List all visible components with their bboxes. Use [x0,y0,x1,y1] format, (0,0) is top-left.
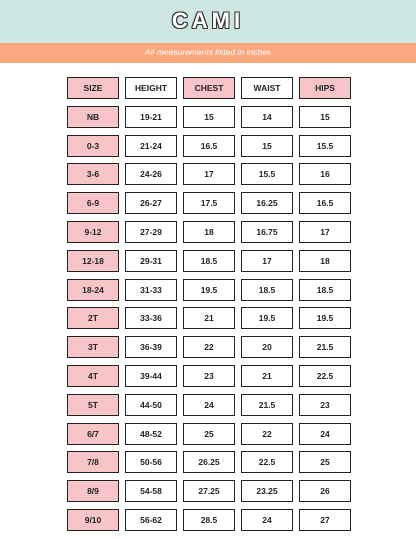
table-cell-height: 54-58 [125,480,177,502]
table-cell-height: 50-56 [125,451,177,473]
table-cell-size: 9-12 [67,221,119,243]
table-cell-chest: 17.5 [183,192,235,214]
table-cell-hips: 27 [299,509,351,531]
table-cell-hips: 18 [299,250,351,272]
page-title: CAMI [171,8,245,33]
table-cell-waist: 22.5 [241,451,293,473]
table-cell-height: 44-50 [125,394,177,416]
table-cell-chest: 18 [183,221,235,243]
table-cell-chest: 26.25 [183,451,235,473]
table-cell-chest: 15 [183,106,235,128]
table-cell-waist: 15 [241,135,293,157]
table-cell-size: 6-9 [67,192,119,214]
table-cell-hips: 16.5 [299,192,351,214]
table-cell-size: 12-18 [67,250,119,272]
table-cell-size: 2T [67,307,119,329]
table-cell-waist: 19.5 [241,307,293,329]
table-cell-size: NB [67,106,119,128]
table-cell-chest: 17 [183,163,235,185]
table-cell-size: 6/7 [67,423,119,445]
table-cell-size: 8/9 [67,480,119,502]
table-cell-height: 26-27 [125,192,177,214]
table-cell-height: 39-44 [125,365,177,387]
table-cell-chest: 23 [183,365,235,387]
table-cell-waist: 23.25 [241,480,293,502]
table-cell-chest: 27.25 [183,480,235,502]
column-header-height: HEIGHT [125,77,177,99]
table-cell-size: 18-24 [67,279,119,301]
table-cell-waist: 18.5 [241,279,293,301]
table-cell-hips: 24 [299,423,351,445]
table-cell-hips: 23 [299,394,351,416]
table-cell-size: 3-6 [67,163,119,185]
table-cell-size: 9/10 [67,509,119,531]
table-cell-height: 31-33 [125,279,177,301]
column-header-waist: WAIST [241,77,293,99]
table-cell-size: 5T [67,394,119,416]
table-cell-height: 36-39 [125,336,177,358]
table-cell-height: 33-36 [125,307,177,329]
table-cell-hips: 22.5 [299,365,351,387]
table-cell-hips: 21.5 [299,336,351,358]
table-cell-waist: 16.25 [241,192,293,214]
table-cell-height: 56-62 [125,509,177,531]
table-cell-waist: 17 [241,250,293,272]
title-banner [0,0,416,43]
table-cell-hips: 18.5 [299,279,351,301]
column-header-chest: CHEST [183,77,235,99]
table-cell-height: 27-29 [125,221,177,243]
table-cell-chest: 21 [183,307,235,329]
table-cell-hips: 16 [299,163,351,185]
subtitle-band [0,43,416,63]
table-cell-waist: 24 [241,509,293,531]
table-cell-waist: 21.5 [241,394,293,416]
table-cell-height: 21-24 [125,135,177,157]
table-cell-waist: 14 [241,106,293,128]
table-cell-chest: 18.5 [183,250,235,272]
table-cell-chest: 16.5 [183,135,235,157]
table-cell-chest: 25 [183,423,235,445]
table-cell-hips: 25 [299,451,351,473]
table-cell-hips: 26 [299,480,351,502]
table-cell-hips: 15 [299,106,351,128]
measurement-note: All measurements listed in inches [144,47,272,57]
table-cell-height: 29-31 [125,250,177,272]
table-cell-height: 19-21 [125,106,177,128]
table-cell-waist: 22 [241,423,293,445]
table-cell-waist: 20 [241,336,293,358]
table-cell-chest: 28.5 [183,509,235,531]
size-table [67,77,351,531]
table-cell-chest: 24 [183,394,235,416]
table-cell-chest: 22 [183,336,235,358]
column-header-hips: HIPS [299,77,351,99]
table-cell-hips: 17 [299,221,351,243]
table-cell-chest: 19.5 [183,279,235,301]
table-cell-height: 48-52 [125,423,177,445]
table-cell-waist: 16.75 [241,221,293,243]
table-cell-size: 4T [67,365,119,387]
table-cell-waist: 15.5 [241,163,293,185]
table-cell-waist: 21 [241,365,293,387]
table-cell-height: 24-26 [125,163,177,185]
table-cell-size: 7/8 [67,451,119,473]
table-cell-size: 0-3 [67,135,119,157]
table-cell-size: 3T [67,336,119,358]
column-header-size: SIZE [67,77,119,99]
table-cell-hips: 19.5 [299,307,351,329]
table-cell-hips: 15.5 [299,135,351,157]
